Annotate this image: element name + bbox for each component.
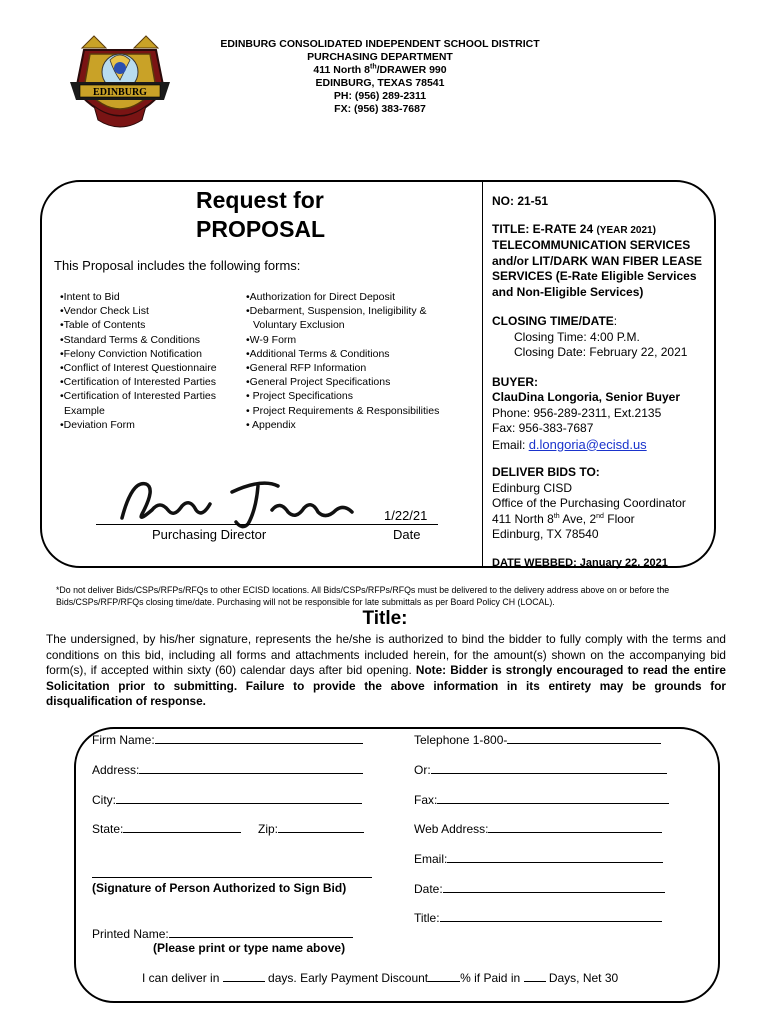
deliver-label: DELIVER BIDS TO: — [492, 465, 600, 479]
list-item: •Felony Conviction Notification — [60, 347, 202, 360]
delivery-terms: I can deliver in days. Early Payment Discount % if Paid in Days, Net 30 — [142, 971, 619, 985]
list-item: Voluntary Exclusion — [253, 319, 345, 332]
web-address-field[interactable]: Web Address: — [414, 821, 662, 836]
fax-field[interactable]: Fax: — [414, 792, 669, 807]
district-address: 411 North 8th/DRAWER 990 — [313, 63, 447, 76]
closing-label: CLOSING TIME/DATE: — [492, 314, 618, 328]
signature-date-label: Date — [393, 527, 421, 542]
rfp-title: Request for PROPOSAL — [196, 187, 326, 242]
buyer-email: Email: d.longoria@ecisd.us — [492, 436, 647, 452]
email-field[interactable]: Email: — [414, 851, 663, 866]
district-city: EDINBURG, TEXAS 78541 — [315, 77, 445, 89]
handwritten-signature — [112, 470, 362, 530]
signature-role: Purchasing Director — [152, 527, 267, 542]
rfp-number: NO: 21-51 — [492, 194, 549, 208]
list-item: •Standard Terms & Conditions — [60, 333, 201, 346]
list-item: •Table of Contents — [60, 319, 146, 332]
forms-list-left — [60, 290, 217, 432]
city-field[interactable]: City: — [92, 792, 362, 807]
vendor-signature-line[interactable] — [92, 877, 372, 878]
list-item: •Authorization for Direct Deposit — [246, 291, 395, 303]
svg-text:EDINBURG: EDINBURG — [93, 87, 147, 98]
district-phone: PH: (956) 289-2311 — [333, 90, 427, 102]
buyer-label: BUYER: — [492, 374, 539, 389]
buyer-name: ClauDina Longoria, Senior Buyer — [492, 390, 681, 404]
printed-name-field[interactable]: Printed Name: — [92, 926, 353, 941]
state-field[interactable]: State: — [92, 821, 241, 836]
closing-date: Closing Date: February 22, 2021 — [514, 345, 688, 359]
list-item: • Project Requirements & Responsibilities — [246, 404, 440, 417]
printed-name-caption: (Please print or type name above) — [153, 941, 346, 955]
list-item: •Vendor Check List — [60, 305, 149, 318]
rfp-details — [492, 194, 714, 571]
signature-date: 1/22/21 — [384, 508, 428, 523]
delivery-notice: *Do not deliver Bids/CSPs/RFPs/RFQs to other ECISD locations. All Bids/CSPs/RFPs/RFQs must be delivered to the delivery address above on or before the Bids/CSPs/RFP/RFQs closing time/date. Purchasing will not be responsible for late submittals as per Board Policy CH (LOCAL). — [56, 585, 670, 607]
date-webbed: DATE WEBBED: January 22, 2021 — [492, 556, 668, 569]
vendor-certification-body: The undersigned, by his/her signature, represents the he/she is authorized to bind the bidder to fully comply with the terms and conditions on this bid, including all forms and attachments included herein, for the amount(s) shown on the accompanying bid form(s), if accepted within sixty (60) calendar days after bid opening. Note: Bidder is strongly encouraged to read the entire Solicitation prior to submitting. Failure to provide the above information in its entirety may be grounds for disqualification of response. — [46, 632, 726, 709]
title-field[interactable]: Title: — [414, 910, 662, 925]
deliver-line: 411 North 8th Ave, 2nd Floor — [492, 511, 635, 526]
district-seal-logo — [64, 30, 176, 142]
list-item: • Project Specifications — [246, 390, 353, 403]
list-item: •Additional Terms & Conditions — [246, 347, 390, 360]
district-name: EDINBURG CONSOLIDATED INDEPENDENT SCHOOL DISTRICT — [220, 38, 540, 50]
signature-line — [96, 524, 438, 525]
buyer-phone: Phone: 956-289-2311, Ext.2135 — [492, 405, 662, 420]
list-item: • Appendix — [246, 418, 296, 431]
firm-name-field[interactable]: Firm Name: — [92, 732, 363, 747]
forms-list-right — [246, 290, 439, 432]
date-field[interactable]: Date: — [414, 881, 665, 896]
telephone-field[interactable]: Telephone 1-800- — [414, 732, 661, 747]
list-item: •W-9 Form — [246, 333, 297, 346]
rfp-divider — [482, 182, 483, 567]
list-item: •Debarment, Suspension, Ineligibility & — [246, 305, 427, 318]
list-item: •General RFP Information — [246, 362, 367, 375]
alt-phone-field[interactable]: Or: — [414, 762, 667, 777]
delivery-days-blank[interactable] — [223, 970, 265, 982]
buyer-fax: Fax: 956-383-7687 — [492, 421, 594, 435]
list-item: •Intent to Bid — [60, 291, 120, 303]
deliver-line: Office of the Purchasing Coordinator — [492, 496, 686, 510]
list-item: •Conflict of Interest Questionnaire — [60, 362, 217, 375]
department-name: PURCHASING DEPARTMENT — [307, 51, 453, 63]
district-fax: FX: (956) 383-7687 — [334, 103, 426, 115]
list-item: •Certification of Interested Parties — [60, 390, 216, 403]
address-field[interactable]: Address: — [92, 762, 363, 777]
closing-time: Closing Time: 4:00 P.M. — [514, 329, 640, 344]
list-item: Example — [64, 404, 105, 417]
deliver-line: Edinburg CISD — [492, 480, 573, 495]
vendor-certification-title: Title: — [362, 608, 408, 629]
list-item: •General Project Specifications — [246, 376, 391, 389]
rfp-title-field: TITLE: E-RATE 24 (YEAR 2021) TELECOMMUNICATION SERVICES and/or LIT/DARK WAN FIBER LEASE SERVICES (E-Rate Eligible Services and Non-Eligible Services) — [492, 221, 702, 299]
email-link[interactable]: d.longoria@ecisd.us — [528, 436, 647, 452]
deliver-line: Edinburg, TX 78540 — [492, 527, 599, 541]
discount-blank[interactable] — [428, 970, 460, 982]
zip-field[interactable]: Zip: — [258, 821, 364, 836]
district-header — [180, 38, 580, 116]
signature-caption: (Signature of Person Authorized to Sign Bid) — [92, 881, 347, 895]
forms-intro: This Proposal includes the following forms: — [54, 258, 301, 273]
paid-days-blank[interactable] — [524, 970, 546, 982]
list-item: •Certification of Interested Parties — [60, 376, 216, 389]
list-item: •Deviation Form — [60, 418, 135, 431]
